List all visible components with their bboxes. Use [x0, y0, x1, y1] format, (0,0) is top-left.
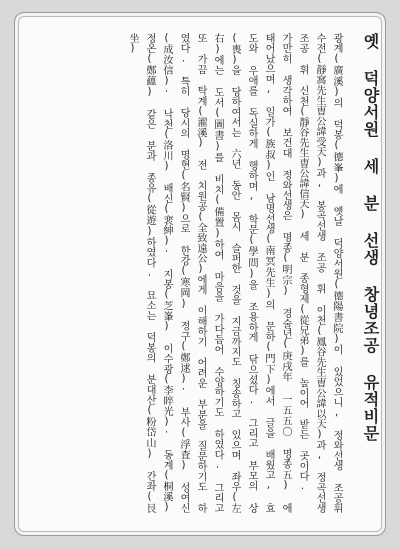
stone-plaque — [14, 12, 386, 536]
inscription-paragraph-2: 가만히 생각하여 보건대 정와선생은 명종(明宗) 경술년(庚戌年 一五五〇 명종五) 에 태어났으며, 일가(族叔)인 남명선생(南冥先生)의 문하(門下)에서 글을 배웠고, 효도와 우애를 독실하게 행하며, 학문(學問)을 조용하게 닦으셨다. 그리고 부모의 상(喪)을 당하여서는 六년 동안 몸시 슬퍼한 것을 지금까지도 칭송하고 있으며 좌우(左右)에는 도서(圖書)를 비치(備置)하여 마음을 가다듬어 수양하기도 하였다. 그리고 또 가끔 탁계(濯溪) 전 치원공(全致遠公)에게 이해하기 어려운 부분을 질문하기도 하였다. 특히 당시의 명현(名賢)으로 한강(寒岡) 정구(鄭逑)· 부사(浮査) 성여신(成汝信)· 낙천(洛川) 배신(裵紳)· 지봉(芝峯) 이수광(李睟光)· 동계(桐溪) 정온(鄭蘊) 같은 분과 종유(從遊)하였다. 묘소는 덕봉의 분대산(粉岱山) 간좌(艮坐) — [127, 33, 291, 513]
inscription-text — [39, 33, 379, 525]
inscription-title: 옛 덕양서원 세 분 선생 창녕조공 유적비문 — [361, 33, 380, 442]
inscription-paragraph-1: 광계(廣溪)의 덕봉(德峯)에 옛날 덕양서원(德陽書院)이 있었으니, 정와선생 조공휘 수전(靜窩先生曺公諱受天)과, 봉곡선생 조공 휘 이천(鳳谷先生曺公諱以天)과, 정곡선생 조공 휘 신천(靜谷先生曺公諱信天) 세 분 종형제(從兄弟)를 높이어 받든 곳이다. — [297, 33, 342, 513]
